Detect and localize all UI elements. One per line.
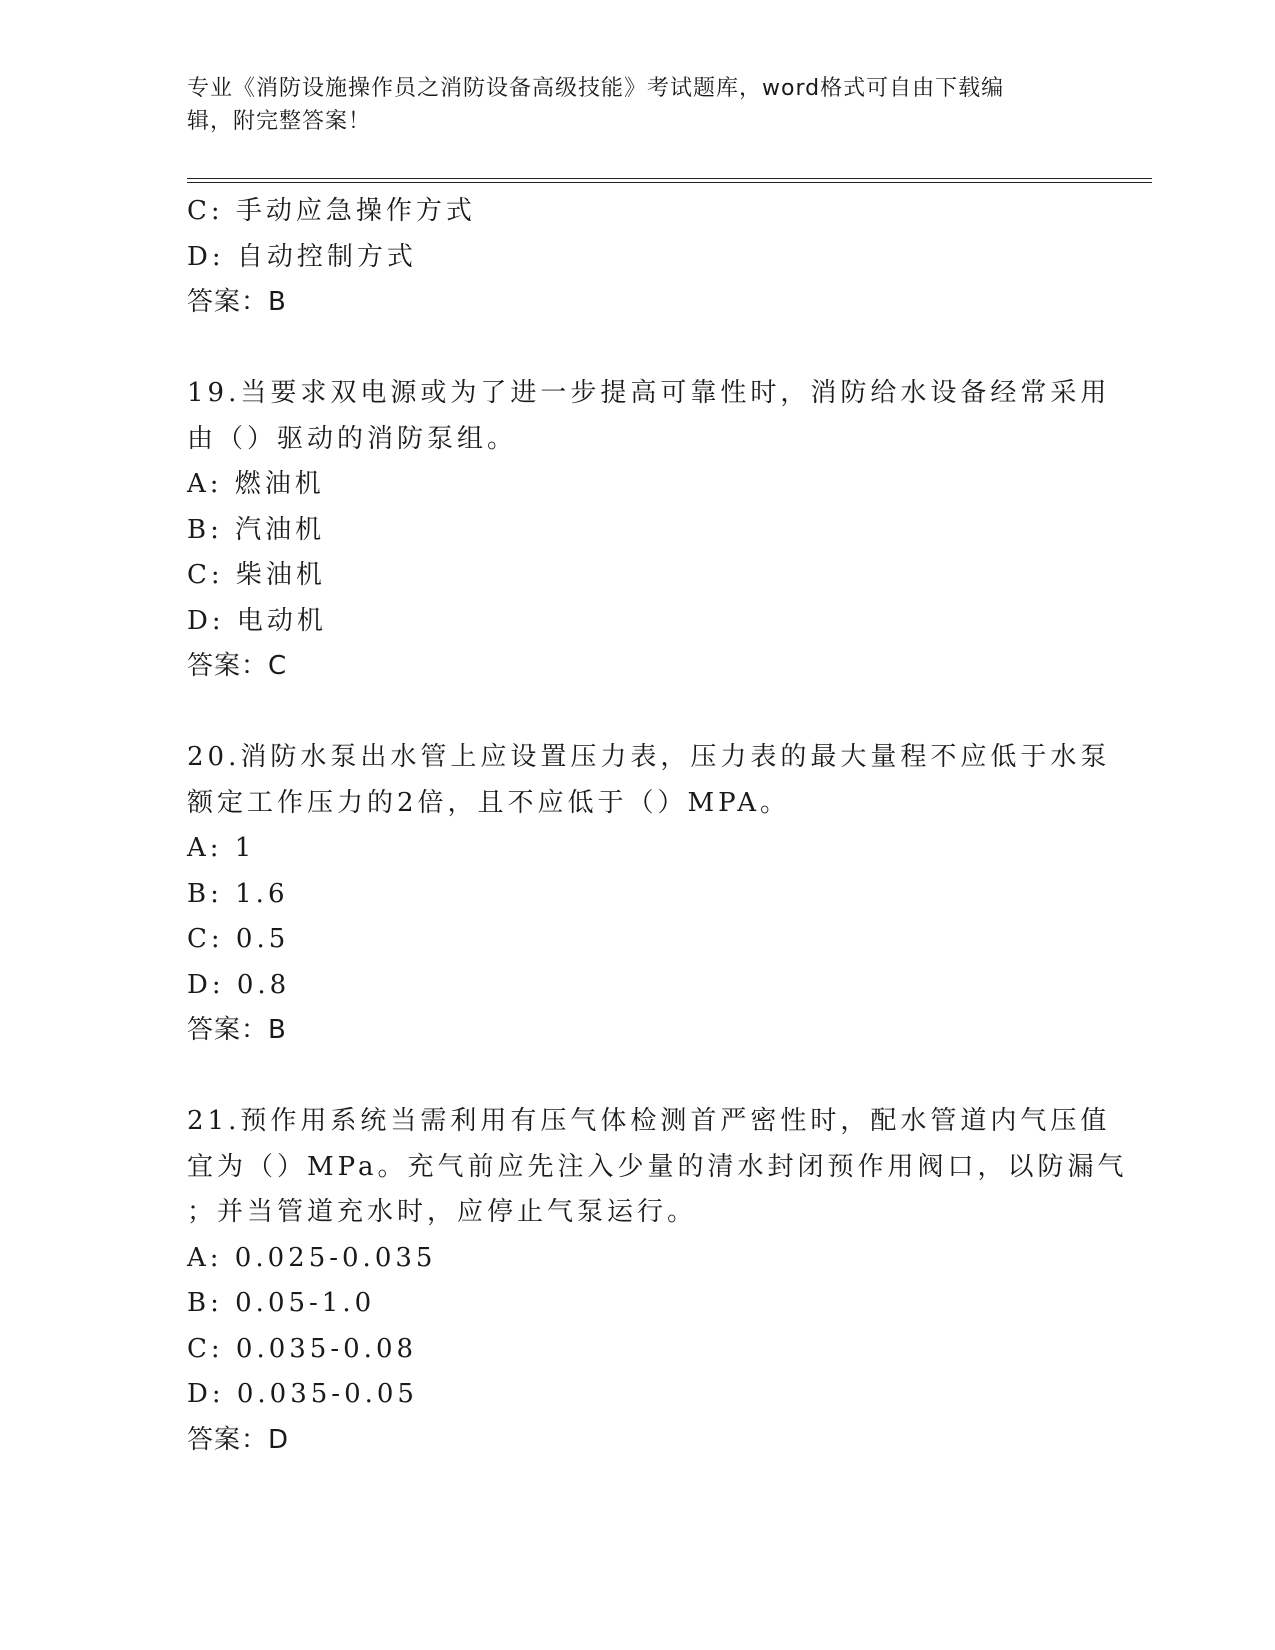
question-stem: 19.当要求双电源或为了进一步提高可靠性时，消防给水设备经常采用 [187, 378, 1111, 408]
option-a: A: 1 [187, 833, 256, 863]
option-b: B: 1.6 [187, 878, 289, 909]
question-stem: 宜为（）MPa。充气前应先注入少量的清水封闭预作用阀口，以防漏气 [187, 1151, 1128, 1182]
document-header [187, 72, 1087, 138]
question-20 [187, 735, 1111, 1054]
option-d: D: 电动机 [187, 605, 327, 636]
spacer [187, 1054, 1087, 1100]
question-stem: 由（）驱动的消防泵组。 [187, 423, 518, 454]
question-21 [187, 1099, 1128, 1463]
answer-line: 答案：B [187, 1015, 287, 1045]
spacer [187, 326, 1087, 372]
answer-line: 答案：C [187, 651, 288, 681]
answer-line: 答案：B [187, 287, 287, 317]
question-stem: 额定工作压力的2倍，且不应低于（）MPA。 [187, 787, 791, 818]
option-a: A: 燃油机 [187, 469, 325, 499]
header-line-1: 专业《消防设施操作员之消防设备高级技能》考试题库，word格式可自由下载编 [187, 76, 1005, 101]
option-c: C: 0.035-0.08 [187, 1333, 418, 1364]
option-d: D: 0.035-0.05 [187, 1379, 418, 1409]
option-b: B: 汽油机 [187, 514, 326, 545]
question-stem: 20.消防水泵出水管上应设置压力表，压力表的最大量程不应低于水泵 [187, 742, 1111, 772]
header-line-2: 辑，附完整答案！ [187, 109, 372, 134]
option-c: C: 手动应急操作方式 [187, 196, 476, 226]
spacer [187, 690, 1087, 736]
question-list [187, 189, 1128, 1463]
option-a: A: 0.025-0.035 [187, 1242, 437, 1273]
option-c: C: 柴油机 [187, 560, 326, 590]
question-18-tail [187, 189, 1087, 326]
option-b: B: 0.05-1.0 [187, 1288, 376, 1318]
question-stem: 21.预作用系统当需利用有压气体检测首严密性时，配水管道内气压值 [187, 1106, 1111, 1136]
option-d: D: 0.8 [187, 969, 291, 1000]
answer-line: 答案：D [187, 1424, 290, 1455]
question-stem: ；并当管道充水时，应停止气泵运行。 [187, 1197, 698, 1227]
question-19 [187, 371, 1111, 690]
option-c: C: 0.5 [187, 924, 290, 954]
option-d: D: 自动控制方式 [187, 241, 417, 272]
header-divider [187, 178, 1152, 183]
